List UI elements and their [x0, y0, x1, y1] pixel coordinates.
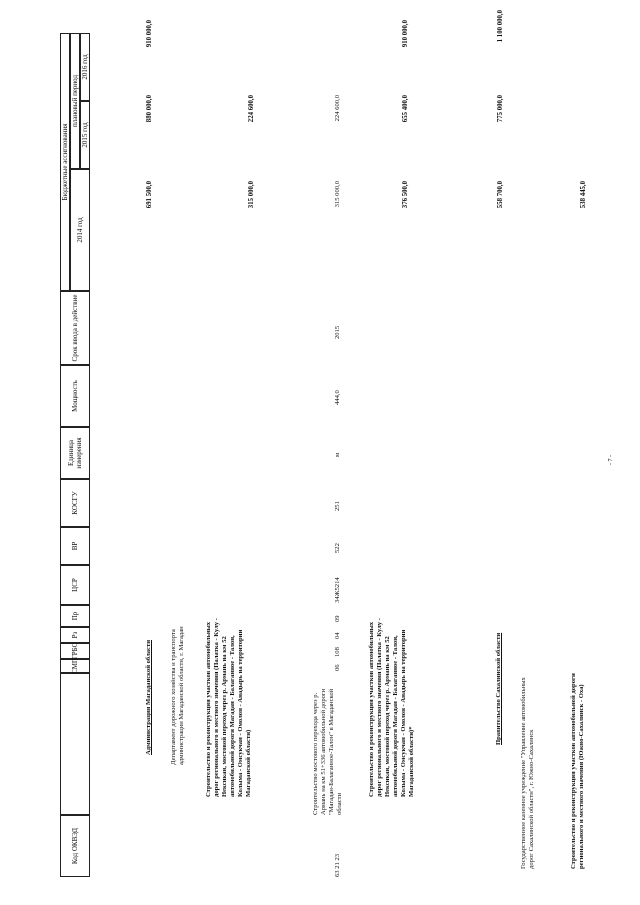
row-construction-sakhalin-2014: 538 445,0 [580, 181, 587, 209]
row-admin-magadan-2015: 880 000,0 [146, 95, 153, 123]
header-2015: 2015 год [80, 101, 90, 169]
header-2016: 2016 год [80, 33, 90, 101]
row-sakhalin-gov-2014: 558 700,0 [497, 181, 504, 209]
page-number: - 7 - [608, 455, 614, 465]
row-bridge-csr: 34Ж5214 [334, 577, 341, 603]
row-bridge-unit: м [334, 452, 341, 457]
row-sakhalin-gov-2015: 775 000,0 [497, 95, 504, 123]
row-construction-2-2016: 910 000,0 [402, 20, 409, 48]
row-admin-magadan-2014: 691 500,0 [146, 181, 153, 209]
header-commission: Срок ввода в действие [60, 291, 90, 365]
row-sakhalin-gov-name: Правительство Сахалинской области [495, 632, 502, 745]
row-sakhalin-gov-2016: 1 100 000,0 [497, 10, 504, 43]
header-unit: Единица измерения [60, 427, 90, 479]
row-bridge-smp: 06 [334, 664, 341, 671]
row-construction-2-2015: 655 400,0 [402, 95, 409, 123]
row-dept-road-name: Департамент дорожного хозяйства и транспорта администрации Магаданской области, г. Магадан [170, 626, 185, 765]
row-admin-magadan-name: Администрация Магаданской области [145, 639, 152, 755]
row-construction-2-2014: 376 500,0 [402, 181, 409, 209]
header-rz: Рз [60, 627, 90, 643]
row-bridge-kosgu: 251 [334, 501, 341, 511]
row-construction-1-2015: 224 600,0 [248, 95, 255, 123]
row-bridge-code: 63 21 23 [334, 853, 341, 877]
row-bridge-rz: 04 [334, 632, 341, 639]
header-grbs: ГРБС [60, 643, 90, 659]
header-smp: СМП [60, 659, 90, 673]
row-bridge-commission: 2015 [334, 325, 341, 339]
header-pr: Пр [60, 605, 90, 627]
header-name [60, 673, 90, 815]
row-bridge-pr: 09 [334, 615, 341, 622]
header-2014: 2014 год [70, 169, 90, 291]
row-construction-1-2014: 315 000,0 [248, 181, 255, 209]
header-planning: плановый период [70, 33, 80, 169]
row-bridge-vr: 522 [334, 543, 341, 553]
header-csr: ЦСР [60, 565, 90, 605]
row-bridge-grbs: 108 [334, 647, 341, 657]
row-construction-2-name: Строительство и реконструкция участков автомобильных дорог регионального и местного значения (Палатка - Кулу - Нексикан, мостовой переход через р. Армань на км 52 автомобильной дороги Магадан - Балаганное - Талон, Колыма - Омсукчан - Омолон - Анадырь на территории Магаданской области)* [368, 618, 415, 797]
header-budget: Бюджетные ассигнования [60, 33, 70, 291]
row-bridge-power: 444,0 [334, 390, 341, 405]
row-construction-1-name: Строительство и реконструкция участков автомобильных дорог регионального и местного значения (Палатка - Кулу - Нексикан, мостовой переход через р. Армань на км 52 автомобильной дороги Магадан - Балаганное - Талон, Колыма - Омсукчан - Омолон - Анадырь на территории Магаданской области) [205, 618, 252, 797]
row-bridge-2014: 315 000,0 [334, 181, 341, 208]
row-bridge-2015: 224 600,0 [334, 95, 341, 122]
header-power: Мощность [60, 365, 90, 427]
row-bridge-name: Строительство мостового перехода через р. Армань на км 51+336 автомобильной дороги "Магадан-Балаганное-Талон" в Магаданской области [312, 688, 343, 815]
row-sakhalin-roads-name: Государственное казенное учреждение "Управление автомобильных дорог Сахалинской области", г. Южно-Сахалинск [520, 677, 535, 869]
header-kosgu: КОСГУ [60, 479, 90, 527]
header-code-okved: Код ОКВЭД [60, 815, 90, 877]
header-vr: ВР [60, 527, 90, 565]
row-admin-magadan-2016: 910 000,0 [146, 20, 153, 48]
row-construction-sakhalin-name: Строительство и реконструкция участков автомобильной дороги регионального и местного значения (Южно-Сахалинск - Оха) [570, 673, 585, 869]
